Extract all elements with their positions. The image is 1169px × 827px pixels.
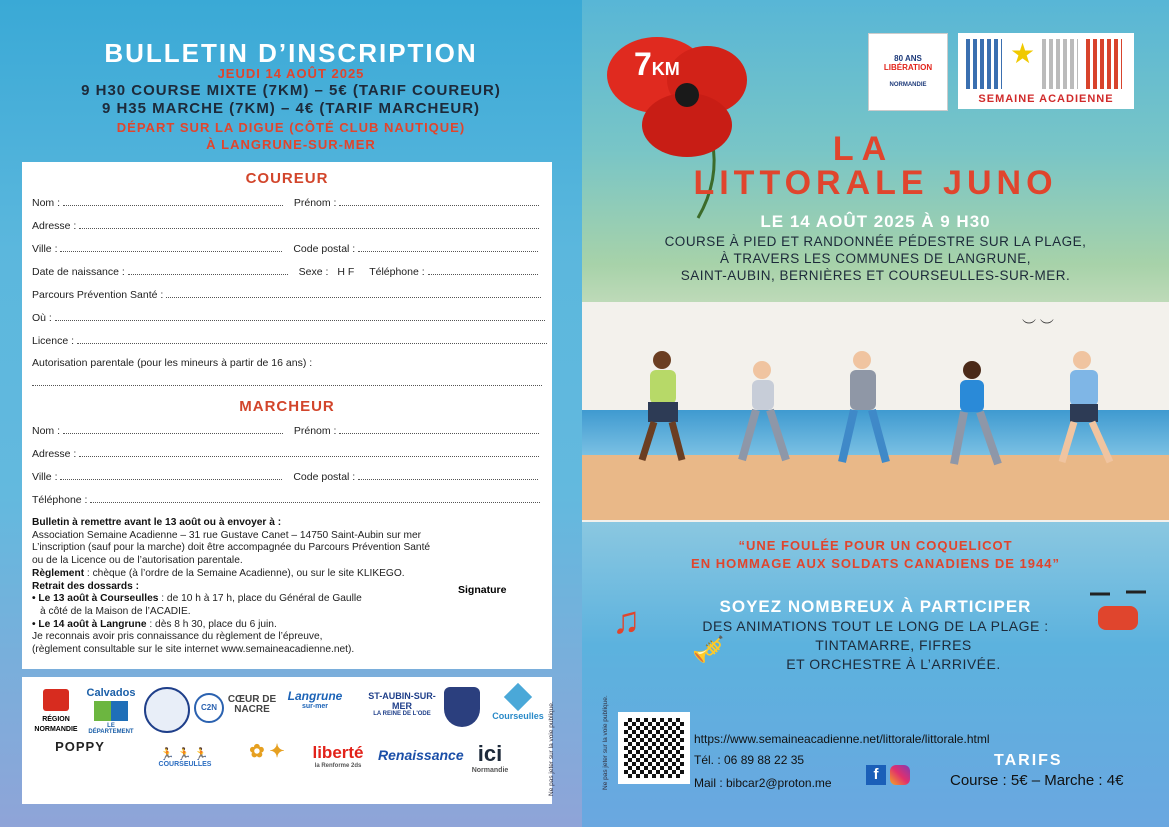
autorisation-label: Autorisation parentale (pour les mineurs à partir de 16 ans) : — [32, 357, 313, 369]
coureur-section-title: COUREUR — [245, 170, 329, 187]
semaine-acadienne-logo — [958, 33, 1134, 109]
desc-line-1: COURSE À PIED ET RANDONNÉE PÉDESTRE SUR LA PLAGE, — [664, 234, 1087, 249]
marcheur-ville-row — [32, 470, 538, 483]
federation-seal-logo — [144, 687, 190, 733]
adresse-label: Adresse : — [32, 220, 77, 232]
event-date-line: LE 14 AOÛT 2025 À 9 H30 — [760, 212, 991, 231]
facebook-icon[interactable]: f — [866, 765, 886, 785]
mail-info[interactable]: Mail : bibcar2@proton.me — [694, 776, 832, 790]
c2n-logo: C2N — [194, 693, 224, 723]
side-note-right: Ne pas jeter sur la voie publique. — [602, 695, 609, 790]
marcheur-adresse-field[interactable] — [79, 447, 539, 457]
date-naissance-field[interactable] — [128, 265, 288, 275]
nom-label: Nom : — [32, 425, 61, 437]
beach-hut-grey — [1042, 39, 1078, 89]
nom-label: Nom : — [32, 197, 61, 209]
marcheur-ville-field[interactable] — [60, 470, 282, 480]
code-postal-label: Code postal : — [293, 471, 356, 483]
date-naissance-label: Date de naissance : — [32, 266, 125, 278]
telephone-label: Téléphone : — [32, 494, 88, 506]
colorful-logo: ✿ ✦ — [249, 741, 285, 761]
region-normandie-logo: RÉGION NORMANDIE — [32, 689, 80, 733]
beach-hut-red — [1086, 39, 1122, 89]
code-postal-label: Code postal : — [293, 243, 356, 255]
licence-field[interactable] — [77, 334, 547, 344]
desc-line-3: SAINT-AUBIN, BERNIÈRES ET COURSEULLES-SUR-MER. — [680, 268, 1071, 283]
langrune-logo: Langrune sur-mer — [287, 689, 343, 710]
coureur-adresse-row — [32, 219, 539, 232]
telephone-label: Téléphone : — [369, 266, 425, 278]
liberte-logo: liberté la Renforme 2ds — [312, 743, 364, 769]
runner-4 — [954, 361, 998, 464]
coureur-nom-row — [32, 196, 539, 209]
quote-line-2: EN HOMMAGE AUX SOLDATS CANADIENS DE 1944” — [691, 556, 1060, 571]
beach-hut-blue — [966, 39, 1002, 89]
marcheur-prenom-field[interactable] — [339, 424, 539, 434]
prenom-field[interactable] — [339, 196, 539, 206]
registration-panel — [0, 0, 582, 827]
parcours-label: Parcours Prévention Santé : — [32, 289, 164, 301]
marcheur-adresse-row — [32, 447, 539, 460]
depart-line-2: À LANGRUNE-SUR-MER — [206, 137, 376, 152]
side-note: Ne pas jeter sur la voie publique. — [548, 701, 555, 796]
autorisation-line — [32, 376, 542, 389]
quote-line-1: “UNE FOULÉE POUR UN COQUELICOT — [738, 538, 1013, 553]
marcheur-code-postal-field[interactable] — [358, 470, 538, 480]
adresse-field[interactable] — [79, 219, 539, 229]
ici-normandie-logo: ici Normandie — [471, 741, 509, 774]
runners-illustration — [582, 330, 1169, 500]
prenom-label: Prénom : — [293, 425, 337, 437]
star-icon: ★ — [1010, 38, 1036, 69]
title-littorale: LITTORALE JUNO — [693, 164, 1058, 202]
marcheur-telephone-row — [32, 493, 540, 506]
instagram-icon[interactable] — [890, 765, 910, 785]
animations-line-1: DES ANIMATIONS TOUT LE LONG DE LA PLAGE : — [702, 618, 1049, 634]
autorisation-field[interactable] — [32, 376, 542, 386]
coat-of-arms-logo — [444, 687, 480, 727]
ou-label: Où : — [32, 312, 52, 324]
qr-code[interactable] — [618, 712, 690, 784]
sponsor-logos — [22, 677, 552, 804]
adresse-label: Adresse : — [32, 448, 77, 460]
coeur-de-nacre-logo: CŒUR DE NACRE — [227, 694, 277, 715]
ville-label: Ville : — [32, 471, 58, 483]
code-postal-field[interactable] — [358, 242, 538, 252]
sexe-label: Sexe : — [298, 266, 329, 278]
marcheur-nom-row — [32, 424, 539, 437]
marcheur-section-title: MARCHEUR — [239, 398, 335, 415]
calvados-logo: Calvados LE DÉPARTEMENT — [86, 687, 136, 735]
tarifs-values: Course : 5€ – Marche : 4€ — [950, 772, 1124, 789]
website-link[interactable]: https://www.semaineacadienne.net/littorale/littorale.html — [694, 732, 990, 746]
ou-field[interactable] — [55, 311, 545, 321]
licence-row — [32, 334, 547, 347]
ville-label: Ville : — [32, 243, 58, 255]
licence-label: Licence : — [32, 335, 75, 347]
renaissance-logo: Renaissance — [378, 747, 464, 763]
tarifs-title: TARIFS — [994, 752, 1063, 769]
ville-field[interactable] — [60, 242, 282, 252]
runner-3 — [842, 351, 886, 462]
saint-aubin-logo: ST-AUBIN-SUR-MER LA REINE DE L'ODE — [368, 691, 436, 717]
signature-label: Signature — [458, 584, 507, 596]
soyez-nombreux: SOYEZ NOMBREUX À PARTICIPER — [719, 597, 1032, 616]
80-ans-liberation-badge: 80 ANS LIBÉRATION NORMANDIE — [868, 33, 948, 111]
runner-1 — [642, 351, 682, 460]
coureur-ville-row — [32, 242, 538, 255]
desc-line-2: À TRAVERS LES COMMUNES DE LANGRUNE, — [719, 251, 1032, 266]
coureur-naissance-row — [32, 265, 538, 278]
event-date: JEUDI 14 AOÛT 2025 — [217, 66, 365, 81]
prenom-label: Prénom : — [293, 197, 337, 209]
sexe-options[interactable]: H F — [337, 266, 355, 278]
animations-line-2: TINTAMARRE, FIFRES — [815, 637, 972, 653]
parcours-field[interactable] — [166, 288, 541, 298]
parcours-row — [32, 288, 541, 301]
runner-2 — [742, 361, 786, 460]
trumpet-icon: 🎺 — [692, 634, 725, 664]
nom-field[interactable] — [63, 196, 283, 206]
animations-line-3: ET ORCHESTRE À L’ARRIVÉE. — [786, 656, 1001, 672]
title-la: LA — [832, 130, 895, 168]
event-panel — [582, 0, 1169, 827]
info-block: Bulletin à remettre avant le 13 août ou à envoyer à : Association Semaine Acadienne – 31 rue Gustave Canet – 14750 Saint-Aubin sur mer L’inscription (sauf pour la marche) doit être accompagnée du Parcours Prévention Santé ou de la Licence ou de l’autorisation parentale. Règlement : chèque (à l’ordre de la Semaine Acadienne), ou sur le site KLIKEGO. Retrait des dossards : • Le 13 août à Courseulles : de 10 h à 17 h, place du Général de Gaulle à côté de la Maison de l’ACADIE. • Le 14 août à Langrune : dès 8 h 30, place du 6 juin. Je reconnais avoir pris connaissance du règlement de l’épreuve, (règlement consultable sur le site internet www.semaineacadienne.net). — [32, 517, 431, 656]
telephone-info: Tél. : 06 89 88 22 35 — [694, 753, 805, 767]
distance-label: 7KM — [634, 46, 680, 82]
courseulles-runners-logo: 🏃🏃🏃 COURSEULLES — [158, 747, 212, 768]
bulletin-title: BULLETIN D’INSCRIPTION — [104, 38, 478, 68]
marche-line: 9 H35 MARCHE (7KM) – 4€ (TARIF MARCHEUR) — [101, 100, 481, 117]
courseulles-logo: Courseulles — [490, 687, 546, 721]
semaine-label: SEMAINE ACADIENNE — [978, 93, 1114, 105]
runner-5 — [1062, 351, 1110, 462]
autorisation-row — [32, 357, 312, 369]
registration-form — [22, 162, 552, 669]
music-notes-icon: ♫ — [612, 600, 641, 642]
course-line: 9 H30 COURSE MIXTE (7KM) – 5€ (TARIF COUREUR) — [81, 82, 501, 99]
marcheur-telephone-field[interactable] — [90, 493, 540, 503]
marcheur-nom-field[interactable] — [63, 424, 283, 434]
ou-row — [32, 311, 545, 324]
depart-line-1: DÉPART SUR LA DIGUE (CÔTÉ CLUB NAUTIQUE) — [116, 120, 466, 135]
poppy-logo: POPPY — [55, 739, 105, 754]
telephone-field[interactable] — [428, 265, 538, 275]
seagulls-icon: ︶ ︶ — [1022, 318, 1054, 334]
